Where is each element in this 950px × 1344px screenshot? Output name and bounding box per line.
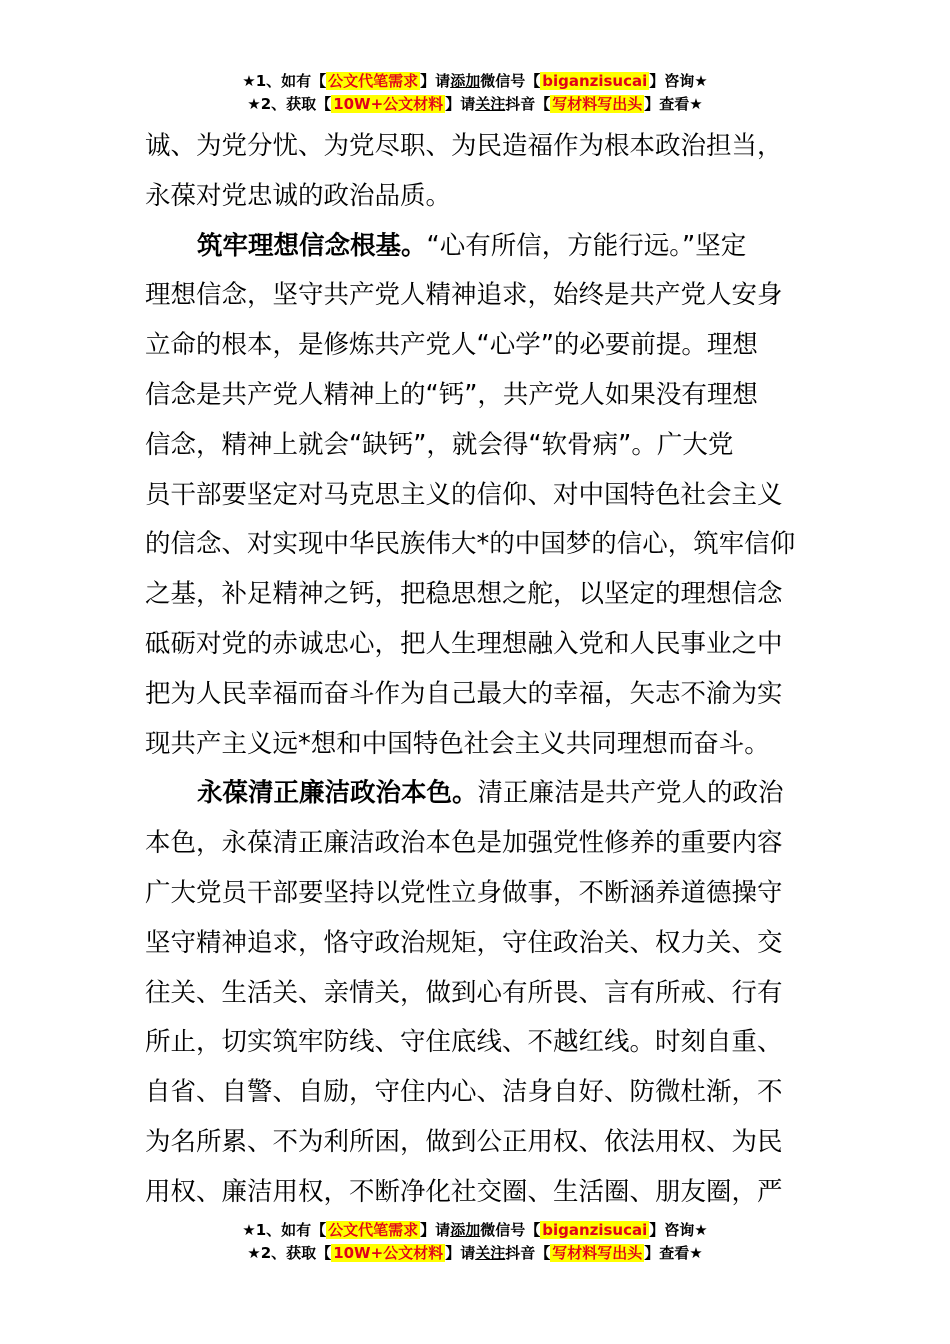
text-line: 理想信念，坚守共产党人精神追求，始终是共产党人安身 — [145, 280, 783, 311]
text-line: 现共产主义远*想和中国特色社会主义共同理想而奋斗。 — [145, 728, 770, 759]
banner-highlight: 10W+公文材料 — [333, 95, 444, 113]
text-line: 所止，切实筑牢防线、守住底线、不越红线。时刻自重、 — [145, 1027, 783, 1058]
banner-text: ★1、如有【 — [242, 72, 327, 90]
paragraph-continuation — [145, 122, 810, 222]
banner-line-1 — [0, 1219, 950, 1242]
banner-text: 】请 — [420, 72, 451, 90]
promo-banner-top — [0, 70, 950, 116]
banner-text: 抖音【 — [505, 95, 551, 113]
banner-underline: 添加 — [450, 1221, 481, 1239]
banner-text: 】请 — [445, 1244, 476, 1262]
text-line: 把为人民幸福而奋斗作为自己最大的幸福，矢志不渝为实 — [145, 678, 783, 709]
text-run: 清正廉洁是共产党人的政治 — [477, 778, 784, 809]
banner-line-1 — [0, 70, 950, 93]
banner-highlight: biganzisucai — [542, 72, 648, 90]
banner-line-2 — [0, 1242, 950, 1265]
text-line: 立命的根本，是修炼共产党人“心学”的必要前提。理想 — [145, 330, 758, 361]
banner-underline: 添加 — [450, 72, 481, 90]
paragraph-first-line — [145, 222, 810, 272]
banner-underline: 关注 — [475, 1244, 506, 1262]
text-line: 坚守精神追求，恪守政治规矩，守住政治关、权力关、交 — [145, 927, 783, 958]
text-line: 员干部要坚定对马克思主义的信仰、对中国特色社会主义 — [145, 479, 783, 510]
text-line: 往关、生活关、亲情关，做到心有所畏、言有所戒、行有 — [145, 977, 783, 1008]
banner-text: ★2、获取【 — [247, 1244, 332, 1262]
banner-text: 】查看★ — [644, 95, 703, 113]
banner-highlight: 公文代笔需求 — [328, 72, 419, 90]
text-line: 本色，永葆清正廉洁政治本色是加强党性修养的重要内容 — [145, 828, 783, 859]
banner-text: 微信号【 — [480, 1221, 541, 1239]
text-line: 之基，补足精神之钙，把稳思想之舵，以坚定的理想信念 — [145, 579, 783, 610]
promo-banner-bottom — [0, 1219, 950, 1265]
banner-highlight: 10W+公文材料 — [333, 1244, 444, 1262]
banner-text: ★2、获取【 — [247, 95, 332, 113]
text-line: 的信念、对实现中华民族伟大*的中国梦的信心，筑牢信仰 — [145, 529, 796, 560]
text-line: 信念是共产党人精神上的“钙”，共产党人如果没有理想 — [145, 379, 758, 410]
text-line: 广大党员干部要坚持以党性立身做事，不断涵养道德操守 — [145, 877, 783, 908]
banner-highlight: 写材料写出头 — [552, 1244, 643, 1262]
banner-text: 】请 — [445, 95, 476, 113]
paragraph-ideals — [145, 222, 810, 770]
text-line: 自省、自警、自励，守住内心、洁身自好、防微杜渐，不 — [145, 1077, 783, 1108]
banner-text: ★1、如有【 — [242, 1221, 327, 1239]
banner-text: 】查看★ — [644, 1244, 703, 1262]
document-body — [145, 122, 810, 1218]
text-line: 砥砺对党的赤诚忠心，把人生理想融入党和人民事业之中 — [145, 628, 783, 659]
banner-text: 抖音【 — [505, 1244, 551, 1262]
banner-highlight: 写材料写出头 — [552, 95, 643, 113]
text-line: 用权、廉洁用权，不断净化社交圈、生活圈、朋友圈，严 — [145, 1176, 783, 1207]
banner-underline: 关注 — [475, 95, 506, 113]
paragraph-heading: 永葆清正廉洁政治本色。 — [197, 778, 478, 809]
text-line: 信念，精神上就会“缺钙”，就会得“软骨病”。广大党 — [145, 429, 734, 460]
paragraph-heading: 筑牢理想信念根基。 — [197, 230, 427, 261]
banner-text: 】请 — [420, 1221, 451, 1239]
paragraph-first-line — [145, 769, 810, 819]
text-line: 诚、为党分忧、为党尽职、为民造福作为根本政治担当， — [145, 131, 783, 161]
text-line: 永葆对党忠诚的政治品质。 — [145, 180, 452, 211]
banner-highlight: biganzisucai — [542, 1221, 648, 1239]
banner-highlight: 公文代笔需求 — [328, 1221, 419, 1239]
text-run: “心有所信，方能行远。”坚定 — [426, 230, 747, 261]
banner-line-2 — [0, 93, 950, 116]
text-line: 为名所累、不为利所困，做到公正用权、依法用权、为民 — [145, 1126, 783, 1157]
banner-text: 】咨询★ — [649, 72, 708, 90]
banner-text: 】咨询★ — [649, 1221, 708, 1239]
paragraph-integrity — [145, 769, 810, 1217]
banner-text: 微信号【 — [480, 72, 541, 90]
